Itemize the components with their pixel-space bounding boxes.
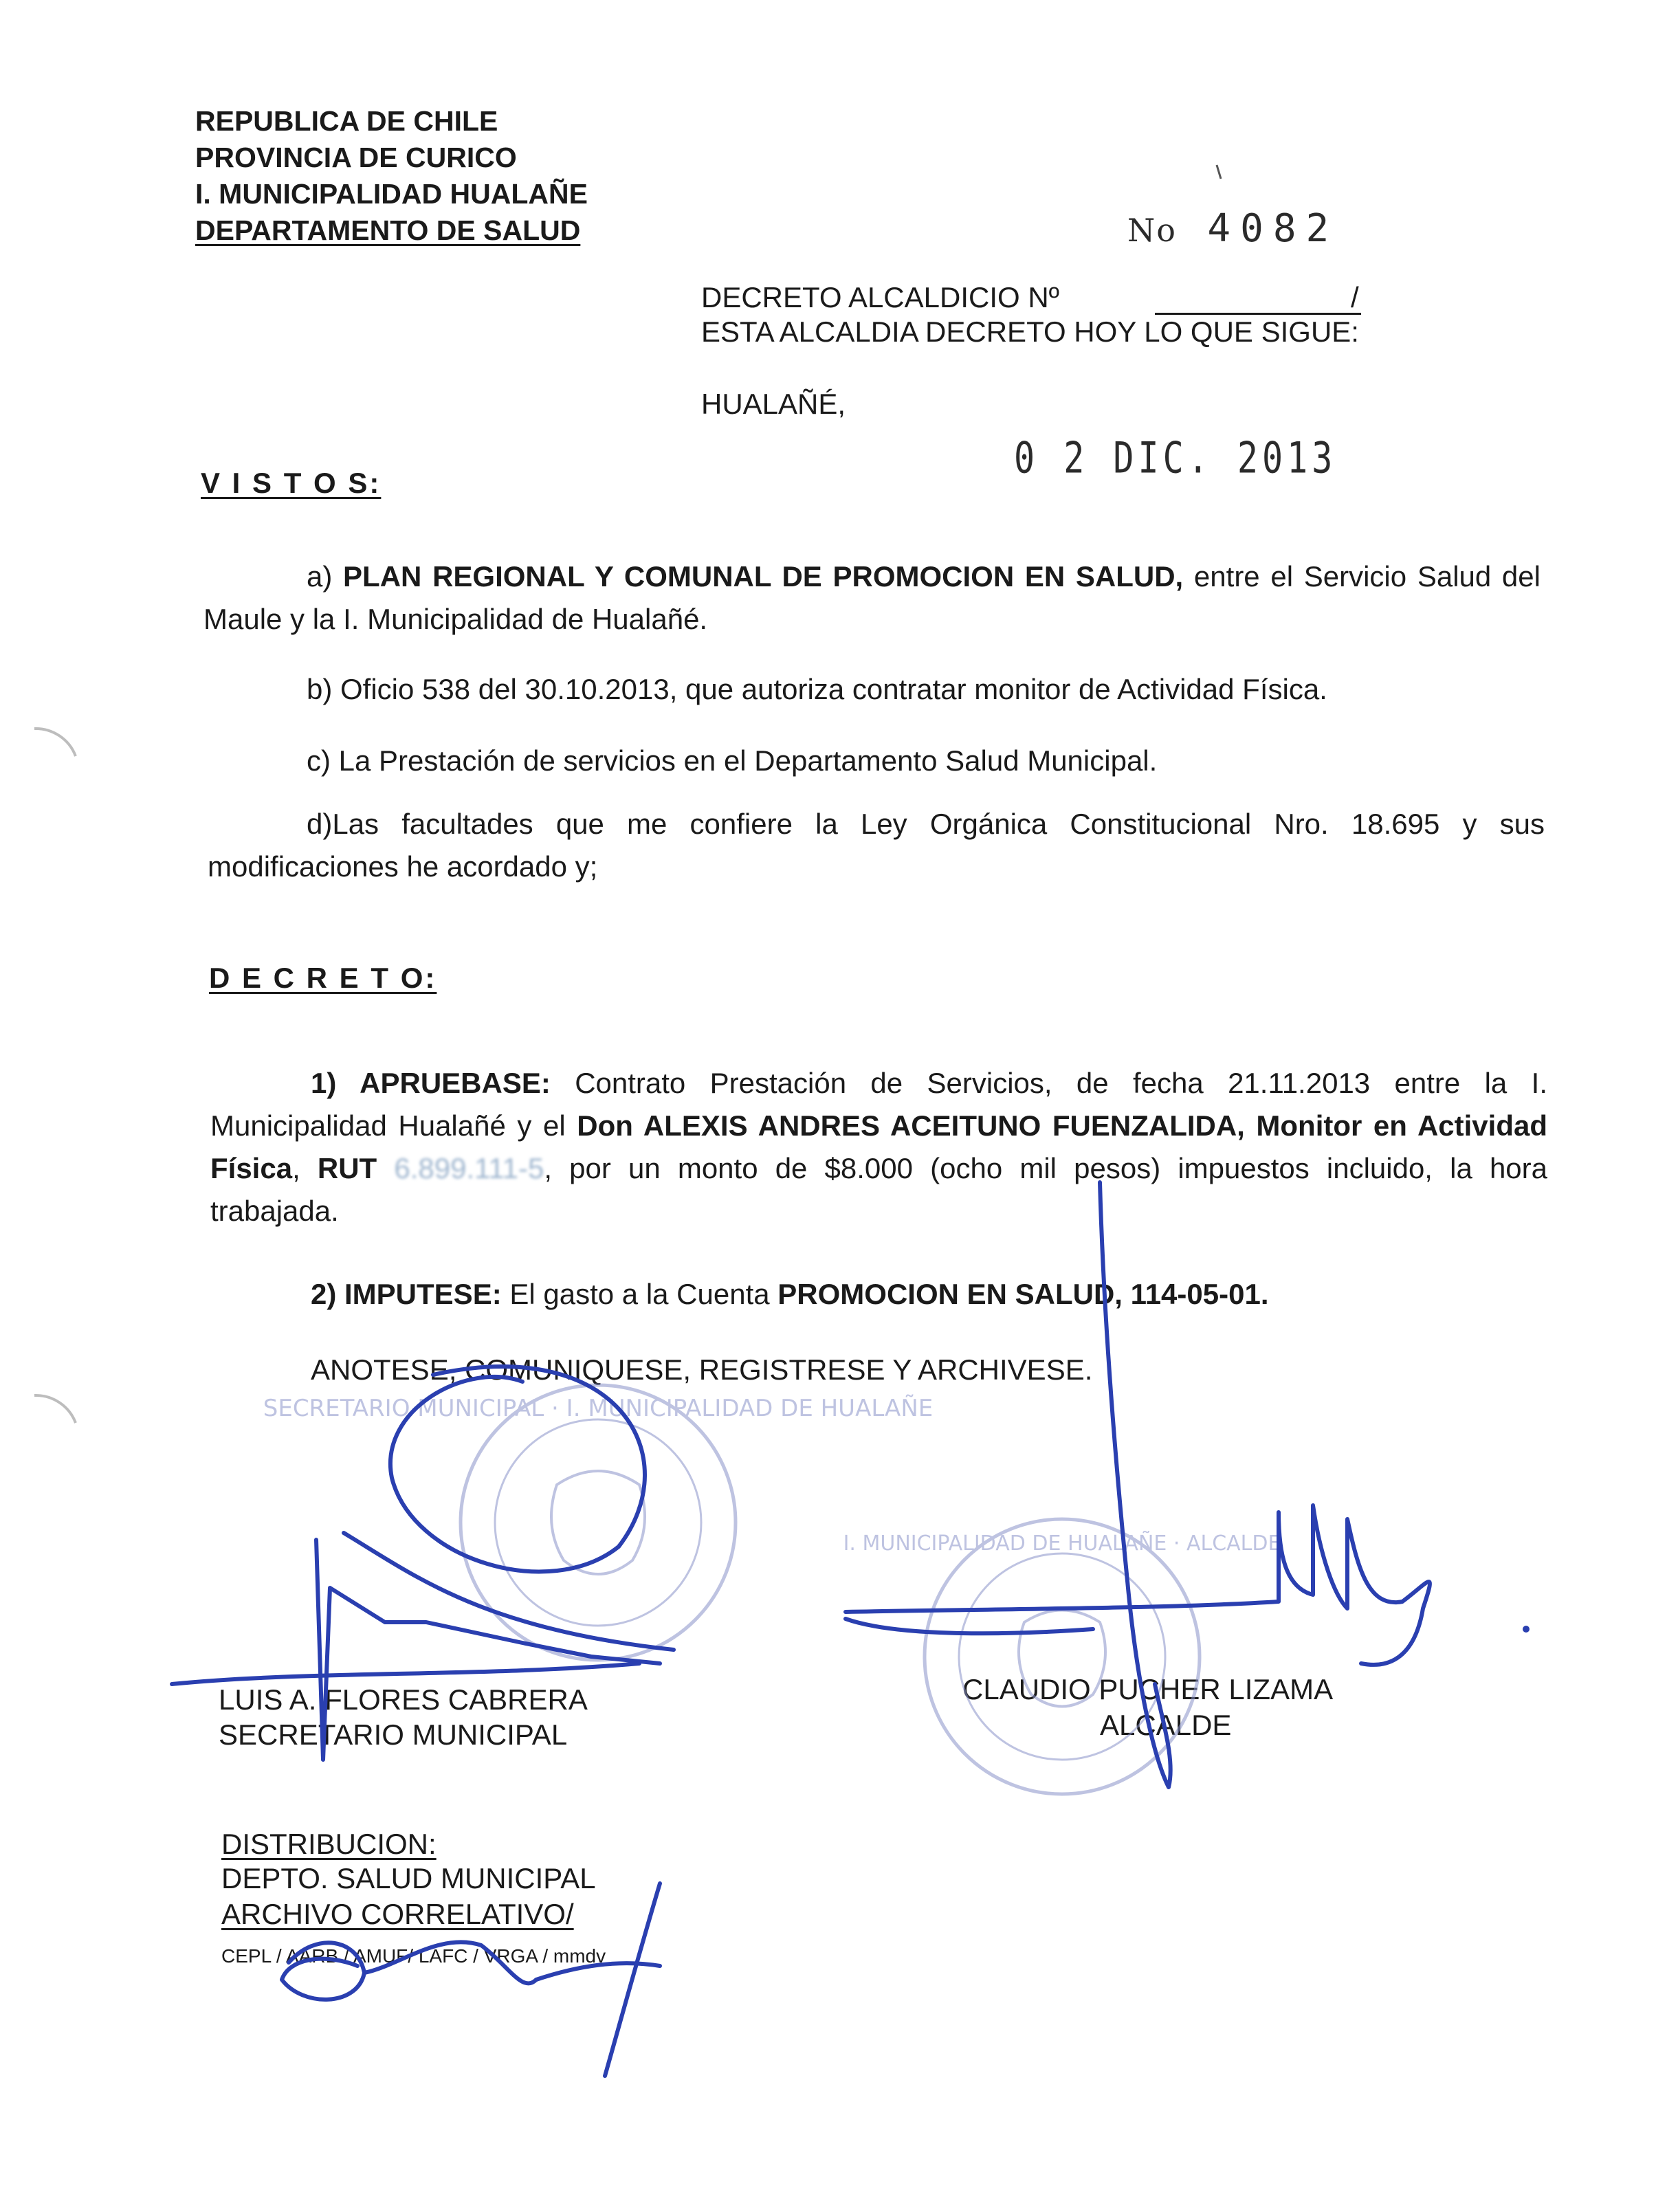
decreto-item-2-label: 2) IMPUTESE:: [311, 1278, 502, 1310]
header-line-municipality: I. MUNICIPALIDAD HUALAÑE: [195, 178, 588, 210]
header-line-republic: REPUBLICA DE CHILE: [195, 105, 498, 137]
distribution-line-health-dept: DEPTO. SALUD MUNICIPAL: [221, 1862, 596, 1894]
decreto-item-2: [311, 1273, 1268, 1316]
vistos-item-d: d)Las facultades que me confiere la Ley Orgánica Constitucional Nro. 18.695 y sus modificaciones he acordado y;: [208, 808, 1545, 883]
ink-dot: [1523, 1626, 1530, 1633]
decreto-heading: D E C R E T O:: [209, 962, 437, 994]
decreto-item-1-label: 1) APRUEBASE:: [311, 1067, 551, 1099]
vistos-item-a-title: PLAN REGIONAL Y COMUNAL DE PROMOCION EN SALUD,: [343, 560, 1184, 593]
account-name: PROMOCION EN SALUD, 114-05-01.: [777, 1278, 1269, 1310]
signature-left-name: LUIS A. FLORES CABRERA: [219, 1683, 588, 1716]
signature-left-title: SECRETARIO MUNICIPAL: [219, 1718, 568, 1751]
header-line-province: PROVINCIA DE CURICO: [195, 142, 517, 173]
seal-left: [263, 1385, 933, 1660]
decree-place: HUALAÑÉ,: [701, 388, 846, 420]
rut-label: RUT: [317, 1152, 395, 1184]
vistos-item-c: c) La Prestación de servicios en el Departamento Salud Municipal.: [307, 744, 1158, 777]
decreto-item-1-sep: ,: [292, 1152, 318, 1184]
contractor-name: Don ALEXIS ANDRES ACEITUNO FUENZALIDA, Monitor en Actividad Física: [210, 1109, 1548, 1184]
rut-value-redacted: 6.899.111-5: [394, 1152, 544, 1184]
vistos-item-a-prefix: a): [307, 560, 344, 593]
header-line-department: DEPARTAMENTO DE SALUD: [195, 214, 581, 246]
decree-instruction: ESTA ALCALDIA DECRETO HOY LO QUE SIGUE:: [701, 316, 1359, 348]
distribution-line-archive: ARCHIVO CORRELATIVO/: [221, 1898, 574, 1930]
seal-right: [843, 1519, 1281, 1794]
stray-mark: [1217, 165, 1221, 179]
distribution-initials: CEPL / AARB / AMUF/ LAFC / VRGA / mmdv: [221, 1945, 606, 1967]
vistos-heading: V I S T O S:: [201, 467, 382, 499]
stamp-number: [1127, 206, 1338, 251]
decree-number-label: DECRETO ALCALDICIO Nº: [701, 281, 1060, 313]
vistos-item-b: b) Oficio 538 del 30.10.2013, que autoriza contratar monitor de Actividad Física.: [307, 673, 1327, 705]
stamp-number-prefix: No: [1127, 212, 1177, 249]
decree-number-slash: /: [1351, 281, 1359, 313]
seal-right-text: I. MUNICIPALIDAD DE HUALAÑE · ALCALDE: [843, 1531, 1281, 1556]
punch-hole-top: [34, 729, 76, 756]
date-stamp: 0 2 DIC. 2013: [1014, 433, 1337, 483]
decreto-item-1-text: Contrato Prestación de Servicios, de fecha 21.11.2013 entre la I. Municipalidad Hualañé y el: [210, 1067, 1547, 1142]
punch-hole-bottom: [34, 1395, 76, 1423]
signature-right-title: ALCALDE: [1100, 1709, 1232, 1741]
seal-left-text: SECRETARIO MUNICIPAL · I. MUNICIPALIDAD DE HUALAÑE: [263, 1395, 934, 1422]
signature-right-name: CLAUDIO PUCHER LIZAMA: [962, 1673, 1334, 1705]
stamp-number-value: 4082: [1207, 206, 1339, 251]
distribution-heading: DISTRIBUCION:: [221, 1828, 437, 1860]
decreto-item-1-amount: , por un monto de $8.000 (ocho mil pesos) impuestos incluido, la hora trabajada.: [210, 1152, 1548, 1227]
closing-formula: ANOTESE, COMUNIQUESE, REGISTRESE Y ARCHIVESE.: [311, 1353, 1093, 1386]
vistos-item-a-text: entre el Servicio Salud del Maule y la I. Municipalidad de Hualañé.: [203, 560, 1541, 635]
vistos-item-a: [203, 555, 1541, 641]
decreto-item-1: [210, 1062, 1547, 1232]
decreto-item-2-text: El gasto a la Cuenta: [501, 1278, 778, 1310]
